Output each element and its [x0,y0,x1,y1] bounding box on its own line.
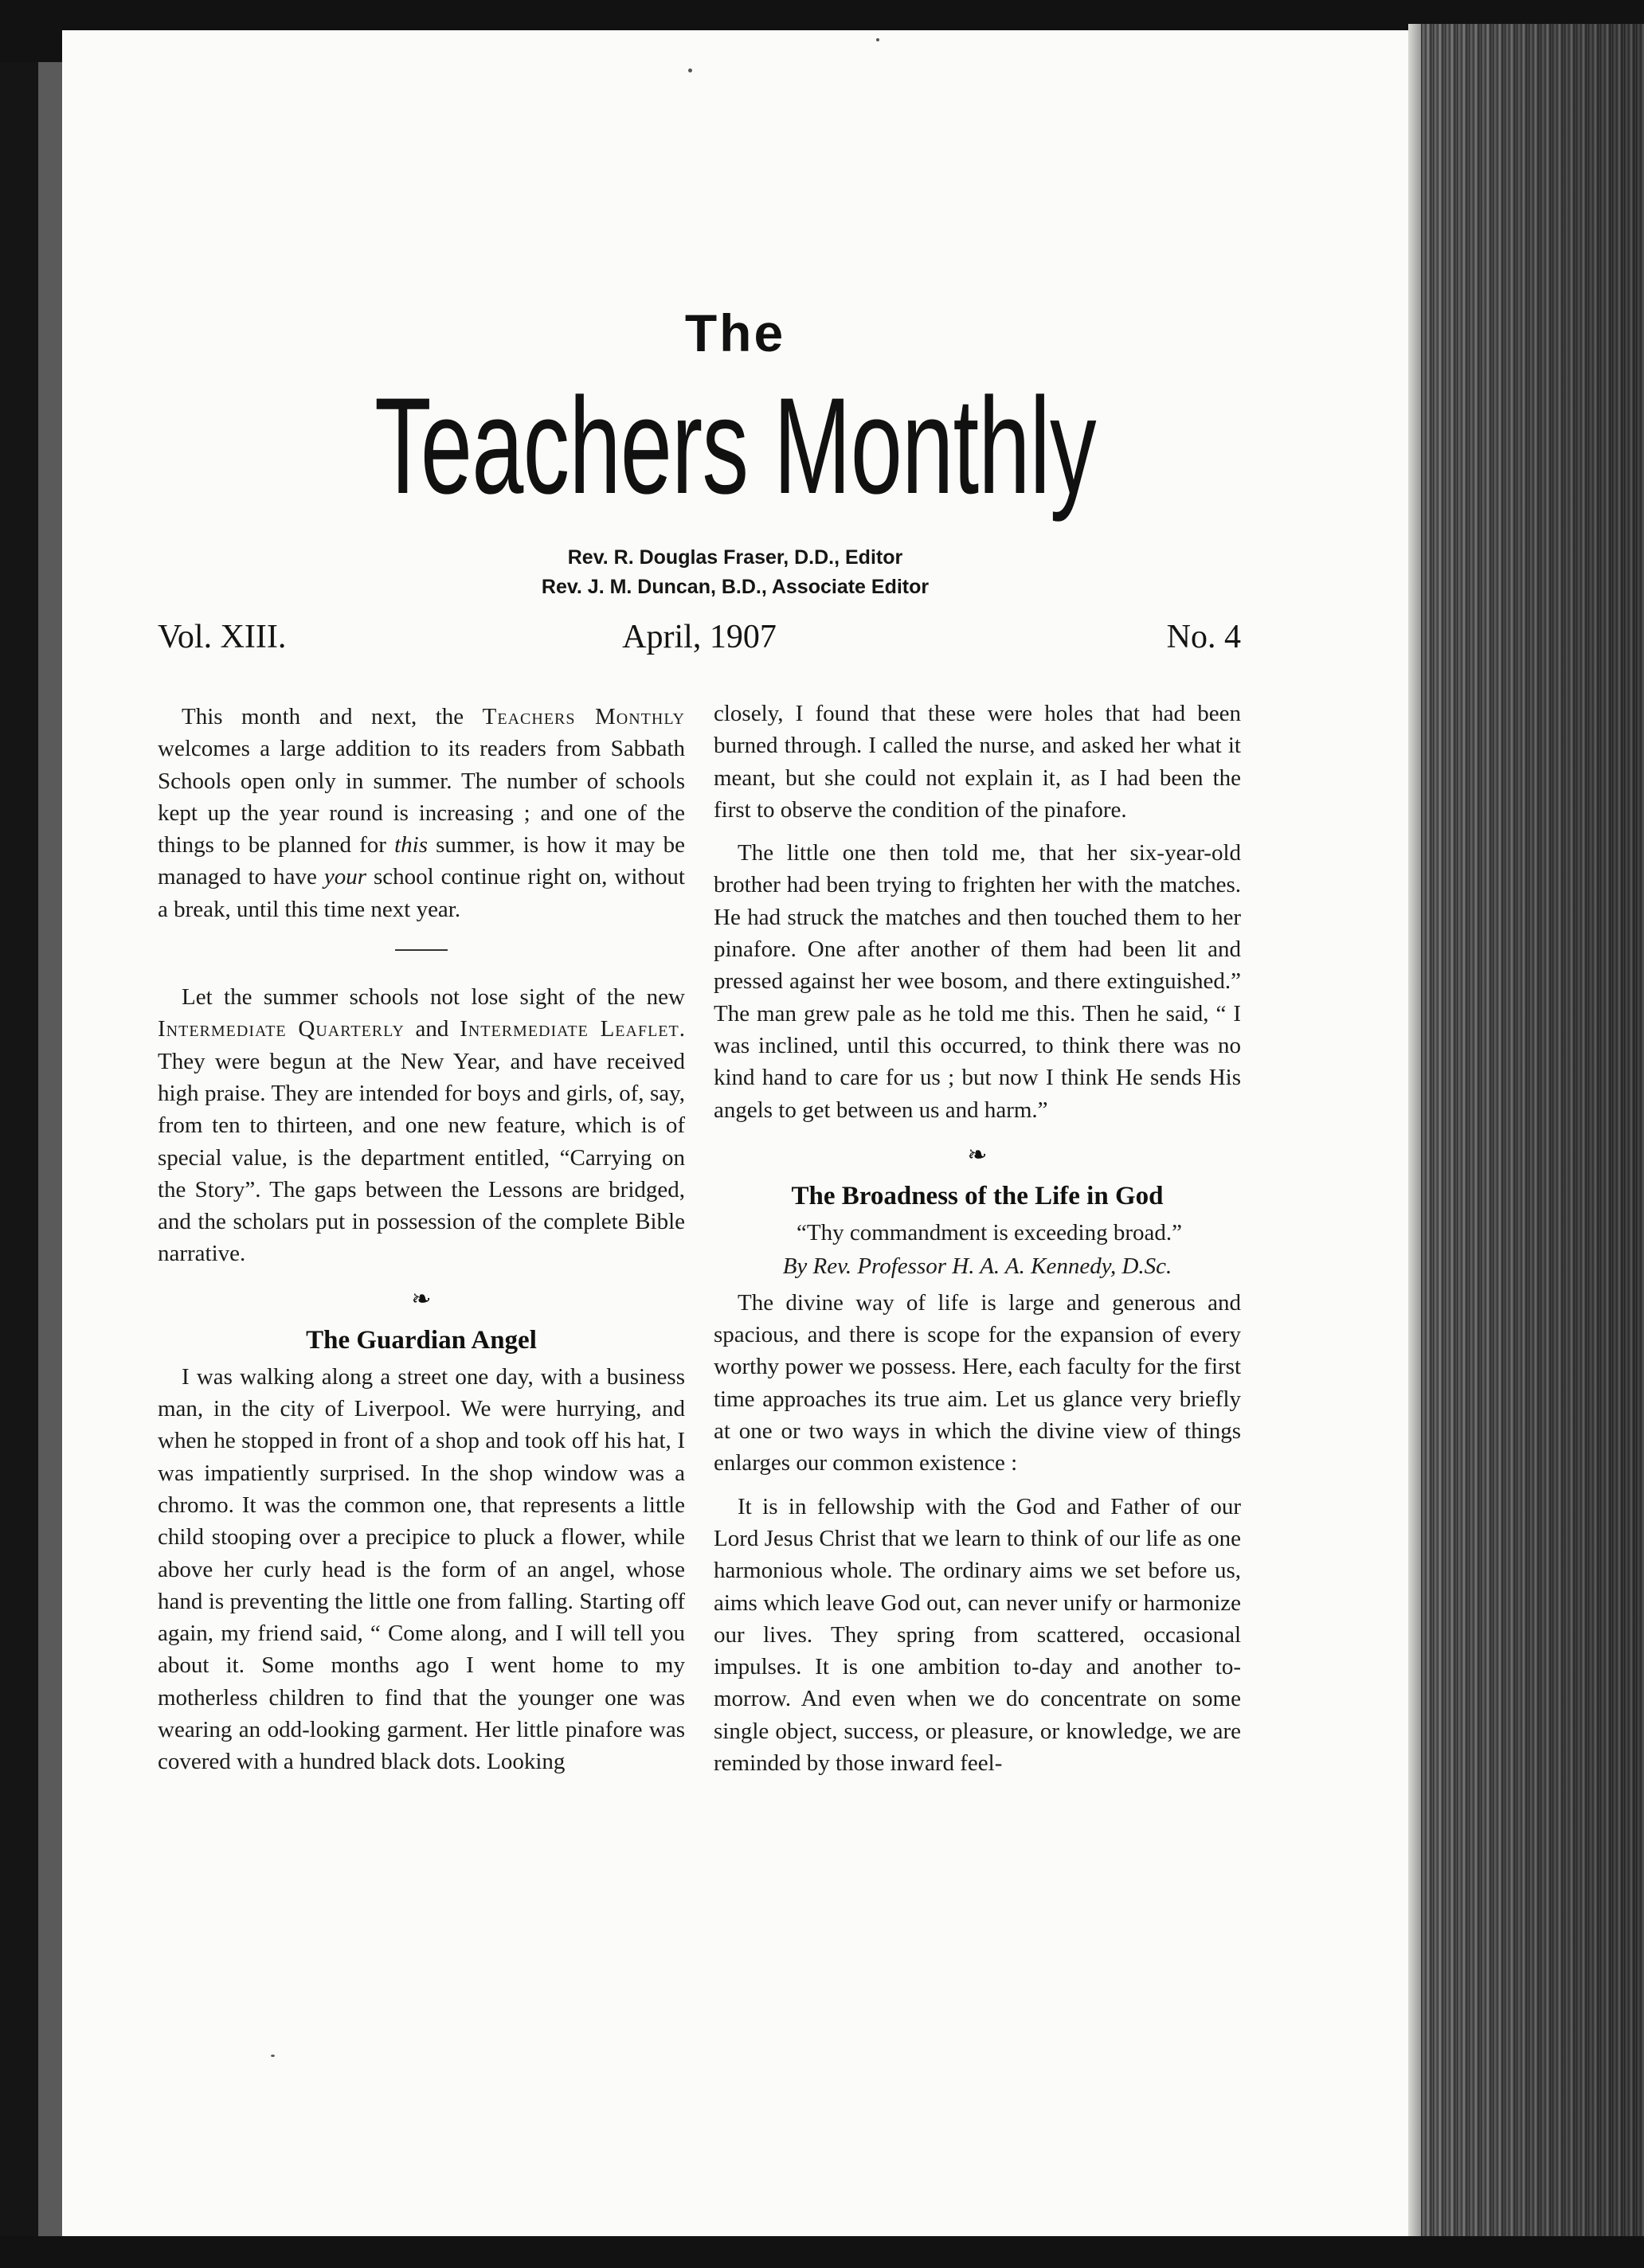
intro-emphasis-your: your [323,864,367,890]
right-column [714,698,1241,1779]
dust-speck [271,2055,275,2057]
volume-label: Vol. XIII. [158,619,287,655]
issue-number: No. 4 [1166,619,1241,655]
intermediate-leaflet-smallcaps: Intermediate Leaflet [460,1016,679,1042]
guardian-angel-continued: closely, I found that these were holes that had been burned through. I called the nurse, and asked her what it meant, but she could not explain it, as I had been the first to observe the condition of the pinafore. [714,701,1241,823]
guardian-angel-paragraph-2: The little one then told me, that her six-year-old brother had been trying to frighten her with the matches. He had struck the matches and then touched them to her pinafore. One after another of them had been lit and pressed against her wee bosom, and there extinguished.” The man grew pale as he told me this. Then he said, “ I was inclined, until this occurred, to think there was no kind hand to care for us ; but now I think He sends His angels to get between us and harm.” [714,840,1241,1123]
issue-line [158,618,1241,663]
intermediate-text-1: Let the summer schools not lose sight of the new [182,984,685,1011]
guardian-angel-paragraph: I was walking along a street one day, with a business man, in the city of Liverpool. We were hurrying, and when he stopped in front of a shop and took off his hat, I was impatiently surprised. In the shop window was a chromo. It was the common one, that represents a little child stooping over a precipice to pluck a flower, while above her curly head is the form of an angel, whose hand is preventing the little one from falling. Starting off again, my friend said, “ Come along, and I will tell you about it. Some months ago I went home to my motherless children to find that the younger one was wearing an odd-looking garment. Her little pinafore was covered with a hundred black dots. Looking [158,1363,685,1775]
guardian-angel-heading: The Guardian Angel [306,1325,537,1355]
editors-block [62,543,1408,602]
fleuron-ornament: ❧ [967,1141,988,1168]
intro-text-2: welcomes a large addition to its readers from Sabbath Schools open only in summer. The number of schools kept up the year round is increasing ; and one of the things to be planned for [158,736,685,858]
intermediate-text-3: . They were begun at the New Year, and have received high praise. They are intended for boys and girls, of, say, from ten to thirteen, and one new feature, which is of special value, is the department entitled, “Carrying on the Story”. The gaps between the Lessons are bridged, and the scholars put in possession of the complete Bible narrative. [158,1016,685,1267]
dust-speck [688,68,692,72]
section-divider [395,949,448,951]
associate-editor-line: Rev. J. M. Duncan, B.D., Associate Editor [541,576,930,598]
intermediate-paragraph [158,981,685,1270]
left-column [158,701,685,1778]
intro-emphasis-this: this [394,832,428,858]
intro-text-1: This month and next, the [182,704,483,729]
author-byline: By Rev. Professor H. A. A. Kennedy, D.Sc. [782,1253,1172,1279]
masthead-the: The [684,303,786,362]
book-edges-shadow [1421,24,1644,2238]
facing-page-edge [38,62,62,2236]
scripture-quote: “Thy commandment is exceeding broad.” [797,1219,1182,1245]
intro-text-4: school continue right on, without a break, until this time next year. [158,864,685,922]
dust-speck [876,38,879,41]
issue-date: April, 1907 [622,619,777,655]
masthead-title: Teachers Monthly [374,370,1096,522]
broadness-paragraph-2: It is in fellowship with the God and Father of our Lord Jesus Christ that we learn to think of our life as one harmonious whole. The ordinary aims we set before us, aims which leave God out, can never unify or harmonize our lives. They spring from scattered, occasional impulses. It is one ambition to-day and another to-morrow. And even when we do concentrate on some single object, success, or pleasure, or knowledge, we are reminded by those inward feel- [714,1493,1241,1777]
intro-paragraph [158,701,685,925]
teachers-monthly-smallcaps: Teachers Monthly [482,704,686,729]
scan-border-bottom [0,2236,1644,2268]
intermediate-quarterly-smallcaps: Intermediate Quarterly [158,1016,405,1042]
fleuron-ornament: ❧ [411,1285,432,1312]
scan-border-left [0,62,38,2236]
intro-text-3: summer, is how it may be managed to have [158,832,685,890]
page-fold-shadow [1408,24,1421,2238]
editor-line: Rev. R. Douglas Fraser, D.D., Editor [567,546,903,569]
intermediate-text-2: and [404,1016,460,1042]
broadness-paragraph-1: The divine way of life is large and generous and spacious, and there is scope for the expansion of every worthy power we possess. Here, each faculty for the first time approaches its true aim. Let us glance very briefly at one or two ways in which the divine view of things enlarges our common existence : [714,1289,1241,1476]
broadness-heading: The Broadness of the Life in God [791,1181,1164,1210]
